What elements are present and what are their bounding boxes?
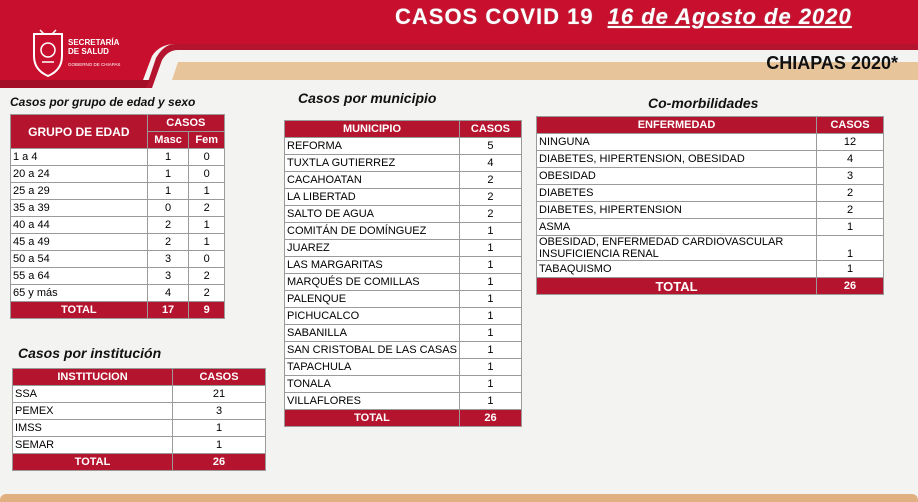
disease-name-cell: OBESIDAD [537, 168, 817, 185]
table-row [537, 134, 884, 151]
table-row [13, 437, 266, 454]
disease-count-cell: 1 [817, 219, 884, 236]
municipality-name-cell: JUAREZ [285, 240, 460, 257]
table-row [285, 342, 522, 359]
municipality-name-cell: TUXTLA GUTIERREZ [285, 155, 460, 172]
municipality-table [284, 120, 522, 427]
disease-name-cell: ASMA [537, 219, 817, 236]
male-count-cell: 4 [147, 285, 189, 302]
table-row [11, 166, 225, 183]
municipality-count-cell: 1 [459, 308, 521, 325]
institution-count-cell: 3 [173, 403, 266, 420]
institution-name-cell: PEMEX [13, 403, 173, 420]
total-value: 26 [817, 278, 884, 295]
disease-count-cell: 1 [817, 261, 884, 278]
table-row [13, 420, 266, 437]
female-count-cell: 0 [189, 251, 225, 268]
female-count-cell: 2 [189, 200, 225, 217]
col-female: Fem [189, 132, 225, 149]
municipality-name-cell: MARQUÉS DE COMILLAS [285, 274, 460, 291]
institution-count-cell: 1 [173, 437, 266, 454]
age-group-cell: 50 a 54 [11, 251, 148, 268]
total-label: TOTAL [537, 278, 817, 295]
table-row [285, 291, 522, 308]
institution-count-cell: 21 [173, 386, 266, 403]
total-label: TOTAL [11, 302, 148, 319]
municipality-total-row [285, 410, 522, 427]
municipality-count-cell: 1 [459, 393, 521, 410]
header-banner [0, 0, 918, 88]
female-count-cell: 2 [189, 268, 225, 285]
table-row [285, 393, 522, 410]
municipality-name-cell: SABANILLA [285, 325, 460, 342]
table-row [537, 185, 884, 202]
municipality-count-cell: 1 [459, 257, 521, 274]
table-row [11, 217, 225, 234]
col-male: Masc [147, 132, 189, 149]
municipality-count-cell: 1 [459, 359, 521, 376]
female-count-cell: 1 [189, 234, 225, 251]
age-group-cell: 40 a 44 [11, 217, 148, 234]
disease-count-cell: 4 [817, 151, 884, 168]
municipality-name-cell: REFORMA [285, 138, 460, 155]
municipality-name-cell: TAPACHULA [285, 359, 460, 376]
table-row [285, 308, 522, 325]
title-date: 16 de Agosto de 2020 [607, 4, 852, 29]
disease-name-cell: DIABETES [537, 185, 817, 202]
col-cases: CASOS [817, 117, 884, 134]
female-count-cell: 0 [189, 149, 225, 166]
total-label: TOTAL [285, 410, 460, 427]
institution-total-row [13, 454, 266, 471]
disease-name-cell [537, 236, 817, 261]
male-count-cell: 2 [147, 217, 189, 234]
table-row [285, 172, 522, 189]
age-group-cell: 65 y más [11, 285, 148, 302]
municipality-count-cell: 2 [459, 206, 521, 223]
table-row [537, 151, 884, 168]
disease-count-cell: 3 [817, 168, 884, 185]
comorbidity-table [536, 116, 884, 295]
table-row [11, 234, 225, 251]
female-count-cell: 0 [189, 166, 225, 183]
comorbidity-total-row [537, 278, 884, 295]
municipality-count-cell: 1 [459, 325, 521, 342]
institution-name-cell: SEMAR [13, 437, 173, 454]
table-row [537, 219, 884, 236]
municipality-name-cell: VILLAFLORES [285, 393, 460, 410]
table-row [537, 202, 884, 219]
disease-count-cell: 12 [817, 134, 884, 151]
municipality-name-cell: COMITÁN DE DOMÍNGUEZ [285, 223, 460, 240]
institution-name-cell: SSA [13, 386, 173, 403]
table-row [285, 155, 522, 172]
municipality-name-cell: PALENQUE [285, 291, 460, 308]
institution-table [12, 368, 266, 471]
table-row [537, 168, 884, 185]
municipality-name-cell: SALTO DE AGUA [285, 206, 460, 223]
age-table [10, 114, 225, 319]
male-count-cell: 3 [147, 268, 189, 285]
institution-name-cell: IMSS [13, 420, 173, 437]
disease-name-cell: NINGUNA [537, 134, 817, 151]
col-age-group: GRUPO DE EDAD [11, 115, 148, 149]
total-label: TOTAL [13, 454, 173, 471]
title-text: CASOS COVID 19 [395, 4, 594, 29]
female-count-cell: 2 [189, 285, 225, 302]
female-count-cell: 1 [189, 217, 225, 234]
total-value: 26 [173, 454, 266, 471]
municipality-count-cell: 5 [459, 138, 521, 155]
col-institution: INSTITUCION [13, 369, 173, 386]
municipality-count-cell: 2 [459, 172, 521, 189]
page-title [395, 4, 852, 30]
age-group-cell: 35 a 39 [11, 200, 148, 217]
age-group-cell: 45 a 49 [11, 234, 148, 251]
table-row [285, 359, 522, 376]
table-row [285, 138, 522, 155]
age-group-cell: 20 a 24 [11, 166, 148, 183]
total-value: 26 [459, 410, 521, 427]
municipality-count-cell: 1 [459, 342, 521, 359]
table-row [11, 149, 225, 166]
age-group-cell: 1 a 4 [11, 149, 148, 166]
disease-name-line: INSUFICIENCIA RENAL [539, 248, 659, 260]
table-row [285, 257, 522, 274]
institution-section-title: Casos por institución [18, 345, 162, 361]
male-count-cell: 0 [147, 200, 189, 217]
municipality-section-title: Casos por municipio [298, 90, 437, 106]
municipality-name-cell: LAS MARGARITAS [285, 257, 460, 274]
municipality-count-cell: 2 [459, 189, 521, 206]
table-row [537, 261, 884, 278]
municipality-count-cell: 1 [459, 240, 521, 257]
col-disease: ENFERMEDAD [537, 117, 817, 134]
age-section-title: Casos por grupo de edad y sexo [10, 95, 196, 109]
disease-name-line: OBESIDAD, ENFERMEDAD CARDIOVASCULAR [539, 236, 784, 248]
municipality-count-cell: 1 [459, 291, 521, 308]
municipality-name-cell: TONALA [285, 376, 460, 393]
municipality-count-cell: 1 [459, 376, 521, 393]
col-cases: CASOS [459, 121, 521, 138]
disease-count-cell: 2 [817, 202, 884, 219]
table-row [285, 325, 522, 342]
shield-logo-icon [30, 28, 66, 78]
total-female: 9 [189, 302, 225, 319]
table-row [11, 285, 225, 302]
table-row [285, 223, 522, 240]
age-total-row [11, 302, 225, 319]
table-row [11, 200, 225, 217]
municipality-name-cell: LA LIBERTAD [285, 189, 460, 206]
municipality-count-cell: 1 [459, 274, 521, 291]
total-male: 17 [147, 302, 189, 319]
bottom-decoration [0, 494, 918, 502]
col-municipality: MUNICIPIO [285, 121, 460, 138]
table-row [13, 386, 266, 403]
female-count-cell: 1 [189, 183, 225, 200]
male-count-cell: 1 [147, 149, 189, 166]
comorbidity-section-title: Co-morbilidades [648, 95, 759, 111]
male-count-cell: 1 [147, 183, 189, 200]
region-label: CHIAPAS 2020* [766, 53, 898, 73]
age-group-cell: 55 a 64 [11, 268, 148, 285]
col-cases: CASOS [147, 115, 224, 132]
table-row [285, 376, 522, 393]
municipality-name-cell: PICHUCALCO [285, 308, 460, 325]
table-row [11, 268, 225, 285]
institution-count-cell: 1 [173, 420, 266, 437]
table-row [11, 183, 225, 200]
col-cases: CASOS [173, 369, 266, 386]
male-count-cell: 2 [147, 234, 189, 251]
table-row [537, 236, 884, 261]
male-count-cell: 1 [147, 166, 189, 183]
disease-name-cell: DIABETES, HIPERTENSION [537, 202, 817, 219]
table-row [13, 403, 266, 420]
disease-name-cell: DIABETES, HIPERTENSION, OBESIDAD [537, 151, 817, 168]
municipality-name-cell: SAN CRISTOBAL DE LAS CASAS [285, 342, 460, 359]
municipality-count-cell: 4 [459, 155, 521, 172]
table-row [285, 240, 522, 257]
table-row [11, 251, 225, 268]
disease-name-cell: TABAQUISMO [537, 261, 817, 278]
age-group-cell: 25 a 29 [11, 183, 148, 200]
logo-text: SECRETARÍA DE SALUD GOBIERNO DE CHIAPAS [68, 38, 121, 67]
disease-count-cell: 1 [817, 236, 884, 261]
table-row [285, 274, 522, 291]
municipality-name-cell: CACAHOATAN [285, 172, 460, 189]
municipality-count-cell: 1 [459, 223, 521, 240]
table-row [285, 189, 522, 206]
male-count-cell: 3 [147, 251, 189, 268]
disease-count-cell: 2 [817, 185, 884, 202]
table-row [285, 206, 522, 223]
